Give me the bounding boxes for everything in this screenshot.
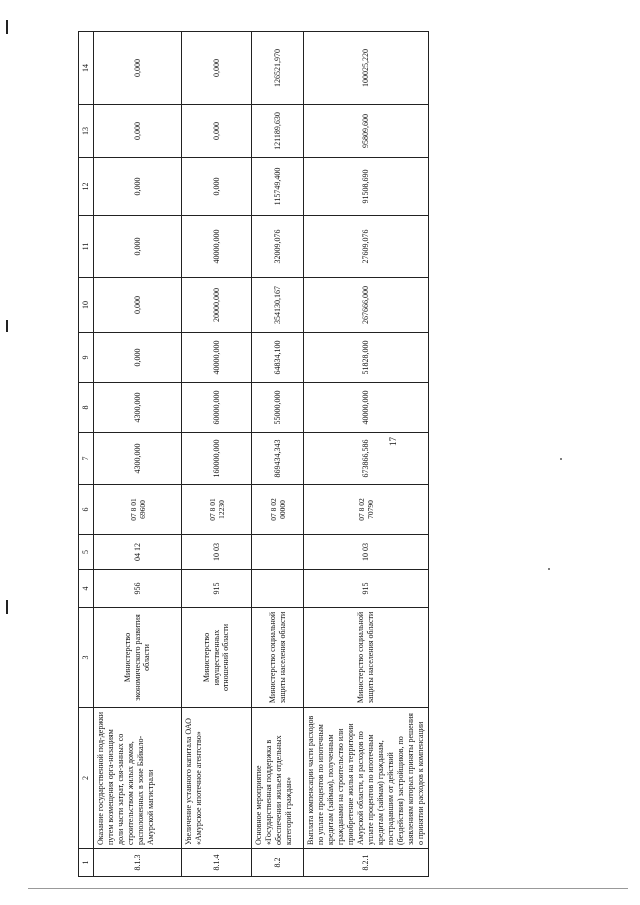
column-header: 1 — [79, 849, 94, 877]
program-table — [78, 31, 429, 877]
column-header: 3 — [79, 608, 94, 708]
cell-14: 0,000 — [182, 32, 252, 105]
cell-6: 07 8 01 69600 — [94, 485, 182, 535]
cell-9: 40000,000 — [182, 333, 252, 383]
column-header: 2 — [79, 708, 94, 849]
cell-13: 0,000 — [182, 105, 252, 158]
cell-5 — [252, 535, 304, 570]
cell-11: 40000,000 — [182, 216, 252, 278]
cell-4: 915 — [182, 570, 252, 608]
activity-name: Основное мероприятие «Государственная поддержка в обеспечении жильем отдельных категорий граждан» — [252, 708, 304, 849]
cell-11: 27609,076 — [304, 216, 429, 278]
cell-5: 10 03 — [304, 535, 429, 570]
column-header: 13 — [79, 105, 94, 158]
margin-mark — [6, 20, 8, 34]
page-number: 17 — [388, 437, 398, 446]
cell-10: 20000,000 — [182, 278, 252, 333]
scan-speck — [548, 568, 550, 570]
cell-10: 0,000 — [94, 278, 182, 333]
column-header: 10 — [79, 278, 94, 333]
cell-9: 64834,100 — [252, 333, 304, 383]
responsible-executor: Министерство социальной защиты населения области — [252, 608, 304, 708]
cell-6: 07 8 02 00000 — [252, 485, 304, 535]
cell-14: 100025,220 — [304, 32, 429, 105]
cell-8: 40000,000 — [304, 383, 429, 433]
table-row — [252, 32, 304, 877]
cell-7: 160000,000 — [182, 433, 252, 485]
activity-name: Оказание государственной под-держки путем возмещения орга-низациям доли части затрат, свя-занных со строительством жилых домов, расположенных в зоне Байкало-Амурской магистрали — [94, 708, 182, 849]
activity-name: Увеличение уставного капитала ОАО «Амурское ипотечное агентство» — [182, 708, 252, 849]
cell-7: 4300,000 — [94, 433, 182, 485]
cell-4 — [252, 570, 304, 608]
row-number: 8.1.3 — [94, 849, 182, 877]
column-header: 5 — [79, 535, 94, 570]
table-row — [304, 32, 429, 877]
column-header: 9 — [79, 333, 94, 383]
column-header: 7 — [79, 433, 94, 485]
cell-6: 07 8 01 12230 — [182, 485, 252, 535]
column-header: 11 — [79, 216, 94, 278]
program-table-rotated — [78, 32, 428, 877]
cell-14: 0,000 — [94, 32, 182, 105]
cell-10: 267666,000 — [304, 278, 429, 333]
column-header: 8 — [79, 383, 94, 433]
row-number: 8.2 — [252, 849, 304, 877]
cell-12: 115749,400 — [252, 158, 304, 216]
responsible-executor: Министерство имущественных отношений области — [182, 608, 252, 708]
cell-4: 915 — [304, 570, 429, 608]
scan-edge-line — [28, 888, 628, 889]
cell-6: 07 8 02 70790 — [304, 485, 429, 535]
table-row — [182, 32, 252, 877]
cell-8: 55000,000 — [252, 383, 304, 433]
table-row — [94, 32, 182, 877]
cell-10: 354130,167 — [252, 278, 304, 333]
margin-mark — [6, 600, 8, 614]
cell-7: 869434,343 — [252, 433, 304, 485]
column-header: 6 — [79, 485, 94, 535]
cell-11: 0,000 — [94, 216, 182, 278]
cell-4: 956 — [94, 570, 182, 608]
cell-13: 95809,600 — [304, 105, 429, 158]
cell-8: 4300,000 — [94, 383, 182, 433]
cell-9: 51828,000 — [304, 333, 429, 383]
cell-7: 673866,586 — [304, 433, 429, 485]
cell-9: 0,000 — [94, 333, 182, 383]
responsible-executor: Министерство экономического развития области — [94, 608, 182, 708]
responsible-executor: Министерство социальной защиты населения области — [304, 608, 429, 708]
cell-8: 60000,000 — [182, 383, 252, 433]
cell-12: 91508,690 — [304, 158, 429, 216]
cell-12: 0,000 — [182, 158, 252, 216]
cell-13: 0,000 — [94, 105, 182, 158]
row-number: 8.2.1 — [304, 849, 429, 877]
cell-13: 121189,630 — [252, 105, 304, 158]
column-header: 14 — [79, 32, 94, 105]
margin-mark — [6, 320, 8, 332]
cell-5: 10 03 — [182, 535, 252, 570]
column-header: 12 — [79, 158, 94, 216]
cell-5: 04 12 — [94, 535, 182, 570]
column-header: 4 — [79, 570, 94, 608]
cell-11: 32009,076 — [252, 216, 304, 278]
row-number: 8.1.4 — [182, 849, 252, 877]
activity-name: Выплата компенсации части расходов по уплате процентов по ипотечным кредитам (займам), полученным гражданами на строительство или приобретение жилья на территории Амурской области, и расходов по уплате процентов по ипотечным кредитам (займам) гражданам, пострадавшим от действий (бездействия) застройщиков, по заявлениям которых приняты решения о принятии расходов к компенсации — [304, 708, 429, 849]
cell-14: 126521,970 — [252, 32, 304, 105]
scan-speck — [560, 458, 562, 460]
cell-12: 0,000 — [94, 158, 182, 216]
